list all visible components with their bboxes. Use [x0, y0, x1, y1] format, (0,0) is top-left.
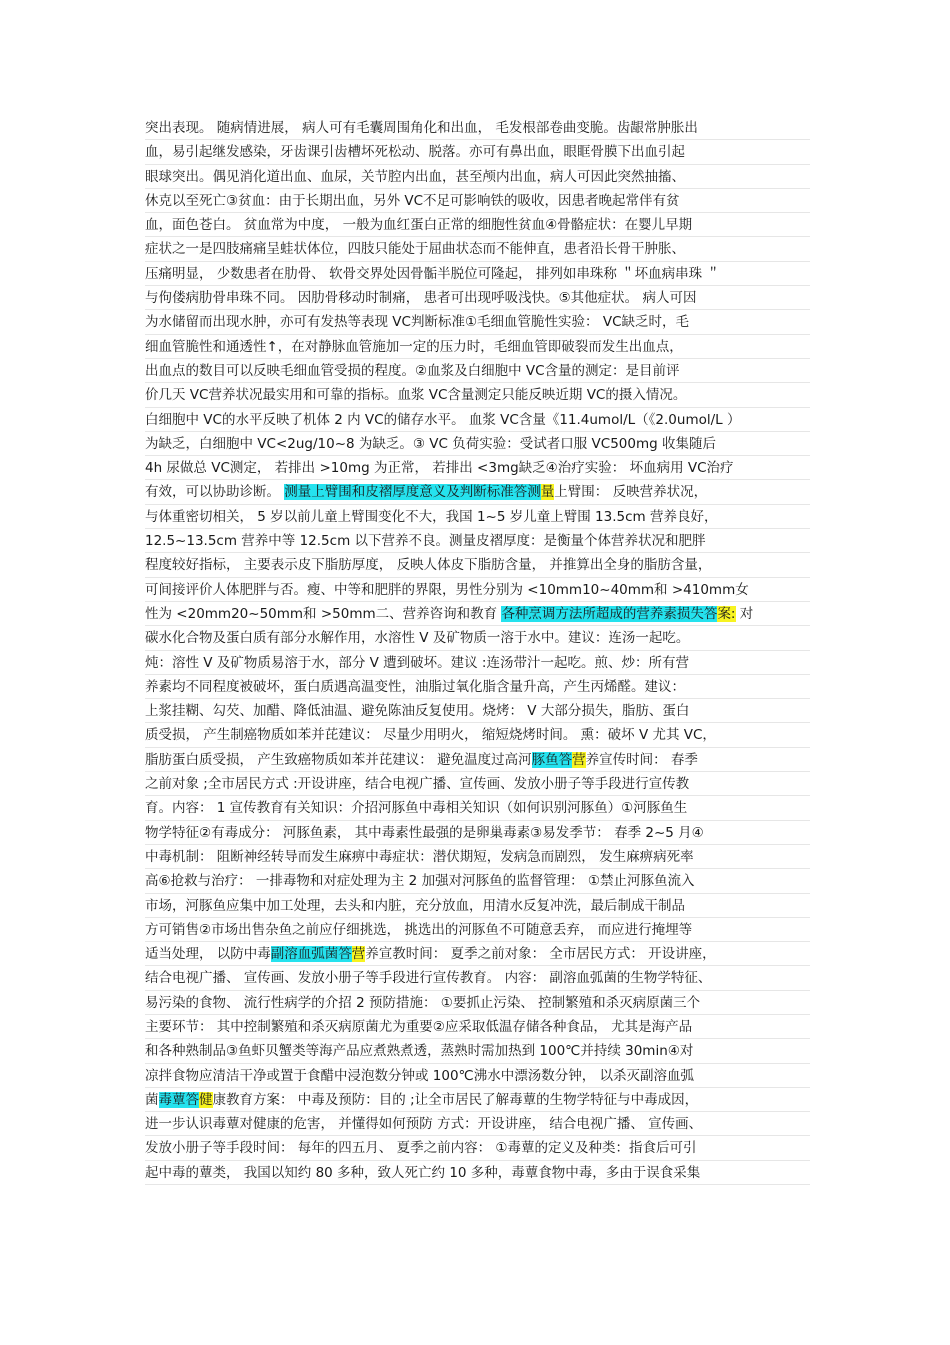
text-segment: 之前对象 ;全市居民方式 :开设讲座，结合电视广播、宣传画、发放小册子等手段进行宣传教 [145, 776, 690, 793]
highlighted-text: 各种烹调方法所超成的营养素损失答 [501, 605, 718, 622]
text-segment: 12.5~13.5cm 营养中等 12.5cm 以下营养不良。测量皮褶厚度：是衡量个体营养状况和肥胖 [145, 533, 706, 550]
highlighted-text: 案: [717, 605, 736, 622]
body-text [145, 116, 810, 1185]
text-line [145, 578, 810, 602]
text-segment: 菌 [145, 1091, 159, 1108]
text-line [145, 1015, 810, 1039]
text-segment: 养宣传时间： 春季 [585, 751, 698, 768]
text-segment: 可间接评价人体肥胖与否。瘦、中等和肥胖的界限，男性分别为 <10mm10~40mm和 >410mm女 [145, 581, 749, 598]
highlighted-text: 毒蕈答 [158, 1091, 199, 1108]
text-line [145, 1088, 810, 1112]
highlighted-text: 测量上臂围和皮褶厚度意义及判断标准答测 [284, 484, 541, 501]
text-segment: 出血点的数目可以反映毛细血管受损的程度。②血浆及白细胞中 VC含量的测定：是目前评 [145, 362, 680, 379]
text-line [145, 1064, 810, 1088]
text-line [145, 942, 810, 966]
text-segment: 为缺乏，白细胞中 VC<2ug/10~8 为缺乏。③ VC 负荷实验：受试者口服 VC500mg 收集随后 [145, 435, 716, 452]
highlighted-text: 营 [351, 946, 366, 963]
text-segment: 康教育方案： 中毒及预防：目的 ;让全市居民了解毒蕈的生物学特征与中毒成因， [212, 1091, 699, 1108]
text-segment: 脂肪蛋白质受损， 产生致癌物质如苯并芘建议： 避免温度过高河 [145, 751, 532, 768]
text-segment: 主要环节： 其中控制繁殖和杀灭病原菌尤为重要②应采取低温存储各种食品， 尤其是海产品 [145, 1018, 693, 1035]
text-line [145, 675, 810, 699]
text-segment: 凉拌食物应清洁干净或置于食醋中浸泡数分钟或 100℃沸水中漂汤数分钟， 以杀灭副溶血弧 [145, 1067, 695, 1084]
text-segment: 适当处理， 以防中毒 [145, 946, 271, 963]
text-line [145, 1136, 810, 1160]
text-line [145, 432, 810, 456]
text-segment: 与体重密切相关， 5 岁以前儿童上臂围变化不大，我国 1~5 岁儿童上臂围 13.5cm 营养良好， [145, 508, 718, 525]
text-line [145, 383, 810, 407]
text-line [145, 165, 810, 189]
highlighted-text: 副溶血弧菌答 [270, 946, 352, 963]
text-segment: 压痛明显， 少数患者在肋骨、 软骨交界处因骨骺半脱位可隆起， 排列如串珠称 ＂坏血病串珠 ＂ [145, 265, 720, 282]
text-line [145, 602, 810, 626]
text-segment: 发放小册子等手段时间： 每年的四五月、 夏季之前内容： ①毒蕈的定义及种类：指食后可引 [145, 1140, 697, 1157]
text-line [145, 966, 810, 990]
text-segment: 育。内容： 1 宣传教育有关知识：介招河豚鱼中毒相关知识（如何识别河豚鱼）①河豚鱼生 [145, 800, 688, 817]
text-line [145, 359, 810, 383]
text-segment: 血，易引起继发感染，牙齿课引齿槽坏死松动、脱落。亦可有鼻出血，眼眶骨膜下出血引起 [145, 144, 685, 161]
text-segment: 为水储留而出现水肿，亦可有发热等表现 VC判断标准①毛细血管脆性实验： VC缺乏时，毛 [145, 314, 690, 331]
text-segment: 对 [735, 605, 754, 622]
text-segment: 上臂围： 反映营养状况， [554, 484, 708, 501]
text-line [145, 1112, 810, 1136]
text-line [145, 796, 810, 820]
text-line [145, 529, 810, 553]
text-segment: 血，面色苍白。 贫血常为中度， 一般为血红蛋白正常的细胞性贫血④骨骼症状：在婴儿早期 [145, 217, 693, 234]
text-segment: 休克以至死亡③贫血：由于长期出血，另外 VC不足可影响铁的吸收，因患者晚起常伴有贫 [145, 192, 680, 209]
text-segment: 炖：溶性 V 及矿物质易溶于水，部分 V 遭到破坏。建议 :连汤带汁一起吃。煎、炒：所有营 [145, 654, 689, 671]
text-line [145, 140, 810, 164]
text-segment: 养素均不同程度被破坏，蛋白质遇高温变性，油脂过氧化脂含量升高，产生丙烯醛。建议： [145, 678, 685, 695]
text-segment: 碳水化合物及蛋白质有部分水解作用，水溶性 V 及矿物质一溶于水中。建议：连汤一起吃。 [145, 630, 690, 647]
text-segment: 养宣教时间： 夏季之前对象： 全市居民方式： 开设讲座， [365, 946, 716, 963]
text-segment: 上浆挂糊、勾芡、加醋、降低油温、避免陈油反复使用。烧烤： V 大部分损失，脂肪、蛋白 [145, 703, 690, 720]
text-segment: 症状之一是四肢痛痛呈蛙状体位，四肢只能处于屈曲状态而不能伸直，患者沿长骨干肿胀、 [145, 241, 685, 258]
text-line [145, 845, 810, 869]
text-line [145, 651, 810, 675]
text-segment: 眼球突出。偶见消化道出血、血尿，关节腔内出血，甚至颅内出血，病人可因此突然抽搐、 [145, 168, 685, 185]
text-segment: 质受损， 产生制癌物质如苯并芘建议： 尽量少用明火， 缩短烧烤时间。 熏：破坏 V 尤其 VC， [145, 727, 716, 744]
text-line [145, 918, 810, 942]
text-line [145, 626, 810, 650]
text-line [145, 1161, 810, 1185]
text-segment: 性为 <20mm20~50mm和 >50mm二、营养咨询和教育 [145, 605, 502, 622]
text-line [145, 869, 810, 893]
text-line [145, 991, 810, 1015]
text-line [145, 699, 810, 723]
text-segment: 中毒机制： 阻断神经转导而发生麻痹中毒症状：潜伏期短，发病急而剧烈， 发生麻痹病死率 [145, 848, 694, 865]
text-segment: 程度较好指标， 主要表示皮下脂肪厚度， 反映人体皮下脂肪含量， 并推算出全身的脂肪含量， [145, 557, 712, 574]
text-segment: 进一步认识毒蕈对健康的危害， 并懂得如何预防 方式：开设讲座， 结合电视广播、 宣传画、 [145, 1116, 703, 1133]
highlighted-text: 豚鱼答 [531, 751, 573, 768]
highlighted-text: 营 [572, 751, 586, 768]
text-segment: 有效，可以协助诊断。 [145, 484, 285, 501]
text-line [145, 505, 810, 529]
text-line [145, 821, 810, 845]
text-segment: 高⑥抢救与治疗： 一排毒物和对症处理为主 2 加强对河豚鱼的监督管理： ①禁止河豚鱼流入 [145, 873, 695, 890]
text-line [145, 262, 810, 286]
text-line [145, 894, 810, 918]
text-line [145, 116, 810, 140]
text-segment: 4h 尿做总 VC测定， 若排出 >10mg 为正常， 若排出 <3mg缺乏④治疗实验： 坏血病用 VC治疗 [145, 460, 734, 477]
text-line [145, 1039, 810, 1063]
text-line [145, 408, 810, 432]
text-line [145, 213, 810, 237]
text-segment: 白细胞中 VC的水平反映了机体 2 内 VC的储存水平。 血浆 VC含量《11.4umol/L（《2.0umol/L ） [145, 411, 741, 428]
text-segment: 和各种熟制品③鱼虾贝蟹类等海产品应煮熟煮透，蒸熟时需加热到 100℃并持续 30min④对 [145, 1043, 694, 1060]
text-line [145, 310, 810, 334]
text-segment: 起中毒的蕈类， 我国以知约 80 多种，致人死亡约 10 多种，毒蕈食物中毒，多由于误食采集 [145, 1164, 701, 1181]
text-line [145, 723, 810, 747]
highlighted-text: 量 [540, 484, 555, 501]
text-line [145, 480, 810, 504]
text-segment: 市场，河豚鱼应集中加工处理，去头和内脏，充分放血，用清水反复冲洗，最后制成干制品 [145, 897, 685, 914]
text-segment: 细血管脆性和通透性↑，在对静脉血管施加一定的压力时，毛细血管即破裂而发生出血点， [145, 338, 683, 355]
text-line [145, 237, 810, 261]
text-line [145, 553, 810, 577]
text-segment: 结合电视广播、 宣传画、发放小册子等手段进行宣传教育。 内容： 副溶血弧菌的生物学特征、 [145, 970, 712, 987]
text-line [145, 772, 810, 796]
text-segment: 物学特征②有毒成分： 河豚鱼素， 其中毒素性最强的是卵巢毒素③易发季节： 春季 2~5 月④ [145, 824, 704, 841]
text-segment: 突出表现。 随病情进展， 病人可有毛囊周围角化和出血， 毛发根部卷曲变脆。齿龈常肿胀出 [145, 120, 698, 136]
text-segment: 方可销售②市场出售杂鱼之前应仔细挑选， 挑选出的河豚鱼不可随意丢弃， 而应进行掩埋等 [145, 921, 693, 938]
text-segment: 与佝偻病肋骨串珠不同。 因肋骨移动时制痛， 患者可出现呼吸浅快。⑤其他症状。 病人可因 [145, 290, 697, 307]
text-segment: 价几天 VC营养状况最实用和可靠的指标。血浆 VC含量测定只能反映近期 VC的摄入情况。 [145, 387, 687, 404]
text-line [145, 748, 810, 772]
highlighted-text: 健 [199, 1091, 213, 1108]
text-line [145, 189, 810, 213]
text-line [145, 456, 810, 480]
text-segment: 易污染的食物、 流行性病学的介招 2 预防措施： ①要抓止污染、 控制繁殖和杀灭病原菌三个 [145, 994, 701, 1011]
text-line [145, 335, 810, 359]
text-line [145, 286, 810, 310]
